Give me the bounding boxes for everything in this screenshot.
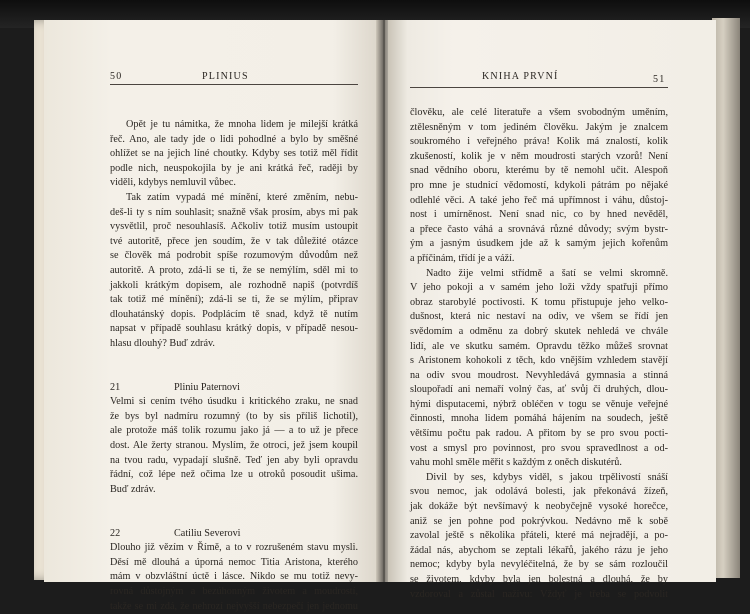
left-page bbox=[44, 20, 384, 612]
text-line: takže se mi zdá, že nehrozí nejvyšší nebezpečí jen jednomu bbox=[110, 600, 358, 612]
text-line: sloupořadí ani nemaří volný čas, ať svůj či druhých, dlou- bbox=[410, 384, 668, 396]
letter-addressee: Pliniu Paternovi bbox=[174, 381, 240, 393]
paragraph-2 bbox=[410, 267, 668, 471]
text-line: pro mne je studnicí vědomostí, kdykoli pátrám po nějaké bbox=[410, 179, 668, 191]
text-line: vysvětlil, proč nesouhlasíš. Ačkoliv totiž musím ustoupit bbox=[110, 221, 358, 233]
paragraph-2 bbox=[110, 191, 358, 352]
text-line: soukromého i veřejného práva! Kolik má znalostí, kolik bbox=[410, 136, 668, 148]
text-line: rovná důstojným a bezúhonným životem a moudrostí, bbox=[110, 586, 358, 597]
text-line: Buď zdráv. bbox=[110, 483, 156, 495]
running-head-right: KNIHA PRVNÍ bbox=[482, 71, 559, 82]
text-line: jak dokáže být nevšímavý k neobyčejně vysoké horečce, bbox=[410, 501, 668, 513]
paragraph-1 bbox=[410, 106, 668, 267]
text-line: řeč. Ano, ale tady jde o lidi pohodlné a bylo by směšné bbox=[110, 133, 358, 145]
text-line: mám v obzvláštní úctě i lásce. Nikdo se mu totiž nevy- bbox=[110, 571, 358, 583]
text-line: na tvou radu, vypadají slušně. Teď jen aby byli opravdu bbox=[110, 454, 358, 466]
text-line: Nadto žije velmi střídmě a šatí se velmi skromně. bbox=[426, 267, 668, 279]
text-line: tak totiž mé mínění); zdá-li se ti, že se mýlím, připrav bbox=[110, 294, 358, 306]
text-line: se životem, kdyby byla jen bolestná a dlouhá, že by bbox=[410, 574, 668, 585]
paragraph-3 bbox=[410, 471, 668, 602]
text-line: deš-li ty s ním souhlasit; snažně však prosím, abys mi pak bbox=[110, 206, 358, 218]
letter-21 bbox=[110, 381, 358, 498]
book-cover-right-edge bbox=[712, 18, 740, 578]
text-line: Divil by ses, kdybys viděl, s jakou trpělivostí snáší bbox=[426, 471, 668, 483]
text-line: se člověk má podrobit spíše rozumovým důvodům než bbox=[110, 250, 358, 262]
text-line: jakkoli krátkým dopisem, ale rozhodně napiš (potvrdíš bbox=[110, 279, 358, 291]
header-rule-right bbox=[410, 87, 668, 88]
text-line: a příčinám, třídí je a váží. bbox=[410, 252, 515, 264]
text-line: činnosti, mnoha lidem pomáhá hájením na soudech, ještě bbox=[410, 413, 668, 425]
text-line: zkušeností, kolik je v něm moudrosti starých vzorů! Není bbox=[410, 150, 668, 162]
text-line: nemoc; kdyby byla nevyléčitelná, že by se sám rozloučil bbox=[410, 559, 668, 571]
text-line: ohlížet se na jejich líné choutky. Kdyby ses totiž měl řídit bbox=[110, 148, 358, 160]
text-line: dost. Ale žerty stranou. Myslím, že otroci, jež jsem koupil bbox=[110, 440, 358, 452]
left-text-block bbox=[110, 118, 358, 614]
text-line: na odiv svou moudrost. Nevyhledává gymnasia a stinná bbox=[410, 369, 668, 381]
letter-number: 21 bbox=[110, 381, 121, 393]
text-line: že bys byl nadmíru rozumný (to by sis příliš lichotil), bbox=[110, 410, 358, 422]
text-line: tvé autoritě, přece jen soudím, že v tak důležité otázce bbox=[110, 235, 358, 247]
page-number-right: 51 bbox=[653, 74, 666, 85]
text-line: většímu počtu pak radou. A přitom by se pro svou pocti- bbox=[410, 428, 668, 440]
text-line: snad vědního oboru, kterému by tě nemohl učit. Alespoň bbox=[410, 165, 668, 177]
text-line: žádal nás, abychom se zeptali lékařů, jakého rázu je jeho bbox=[410, 544, 668, 556]
header-rule-left bbox=[110, 84, 358, 85]
text-line: a přece často váhá a srovnává různé důvody; svým bystr- bbox=[410, 223, 668, 235]
text-line: s Aristonem kohokoli z těch, kdo vnějším vzhledem stavějí bbox=[410, 355, 668, 367]
text-line: Tak zatím vypadá mé mínění, které změním, nebu- bbox=[126, 191, 358, 203]
text-line: ztělesněným v tom jediném člověku. Jakým je znalcem bbox=[410, 121, 668, 133]
text-line: svou nemoc, jak odolává bolesti, jak překonává žízeň, bbox=[410, 486, 668, 498]
text-line: Dlouho již vězím v Římě, a to v rozrušeném stavu mysli. bbox=[110, 542, 358, 554]
text-line: Děsí mě dlouhá a úporná nemoc Titia Aristona, kterého bbox=[110, 556, 358, 568]
text-line: obraz starobylé poctivosti. K tomu přistupuje jeho velko- bbox=[410, 296, 668, 308]
letter-number: 22 bbox=[110, 527, 121, 539]
text-line: zavolal ještě s několika přáteli, které má nejradějí, a po- bbox=[410, 530, 668, 542]
text-line: svědomím a odměnu za dobrý skutek nehledá ve chvále bbox=[410, 325, 668, 337]
text-line: dušnost, která nic nestaví na odiv, ve všem se řídí jen bbox=[410, 311, 668, 323]
letter-addressee: Catiliu Severovi bbox=[174, 527, 241, 539]
right-text-block bbox=[410, 106, 668, 602]
letter-22 bbox=[110, 527, 358, 614]
text-line: řádní, což lépe než očima lze u otroků posoudit ušima. bbox=[110, 469, 358, 481]
text-line: člověku, ale celé literatuře a všem svobodným uměním, bbox=[410, 107, 668, 118]
text-line: autoritě. A proto, zdá-li se ti, že se nemýlím, sděl mi to bbox=[110, 264, 358, 276]
text-line: viděli, kdybys nemluvil vůbec. bbox=[110, 177, 236, 189]
text-line: hlasu dlouhý? Buď zdráv. bbox=[110, 337, 215, 349]
text-line: podle nich, neuspokojila by je ani krátká řeč, raději by bbox=[110, 162, 358, 174]
text-line: napsat v případě souhlasu krátký dopis, v případě nesou- bbox=[110, 323, 358, 335]
text-line: Velmi si cením tvého úsudku i kritického zraku, ne snad bbox=[110, 396, 358, 408]
text-line: ým a jasným úsudkem jde až k samým jejich kořenům bbox=[410, 238, 668, 250]
text-line: lidí, ale ve skutku samém. Opravdu těžko můžeš srovnat bbox=[410, 340, 668, 352]
running-head-left: PLINIUS bbox=[202, 71, 249, 82]
text-line: aniž se jen pohne pod pokrývkou. Nedávno mě k sobě bbox=[410, 515, 668, 527]
text-line: dlouhatánský dopis. Podplácím tě snad, když tě nutím bbox=[110, 308, 358, 320]
page-number-left: 50 bbox=[110, 71, 123, 82]
text-line: vost a smysl pro povinnost, pro svou spravedlnost a od- bbox=[410, 442, 668, 454]
text-line: vahu mohl směle měřit s každým z oněch diskutérů. bbox=[410, 457, 622, 469]
text-line: odlehlé věci. A také jeho řeč má upřímnost i váhu, důstoj- bbox=[410, 194, 668, 206]
text-line: V jeho pokoji a v samém jeho loži vždy spatřuji přímo bbox=[410, 282, 668, 294]
text-line: nost i umírněnost. Není snad nic, co by hned nevěděl, bbox=[410, 209, 668, 221]
text-line: Opět je tu námitka, že mnoha lidem je milejší krátká bbox=[126, 119, 358, 130]
letter-heading bbox=[110, 527, 358, 542]
text-line: hými disputacemi, nýbrž obléčen v togu se věnuje veřejné bbox=[410, 398, 668, 410]
text-line: vzdoroval a zůstal naživu: Vždyť je třeba se podvolit bbox=[410, 588, 668, 600]
right-page bbox=[388, 20, 716, 600]
paragraph-1 bbox=[110, 118, 358, 191]
text-line: ale protože máš tolik rozumu jako já — a to už je přece bbox=[110, 425, 358, 437]
letter-heading bbox=[110, 381, 358, 396]
